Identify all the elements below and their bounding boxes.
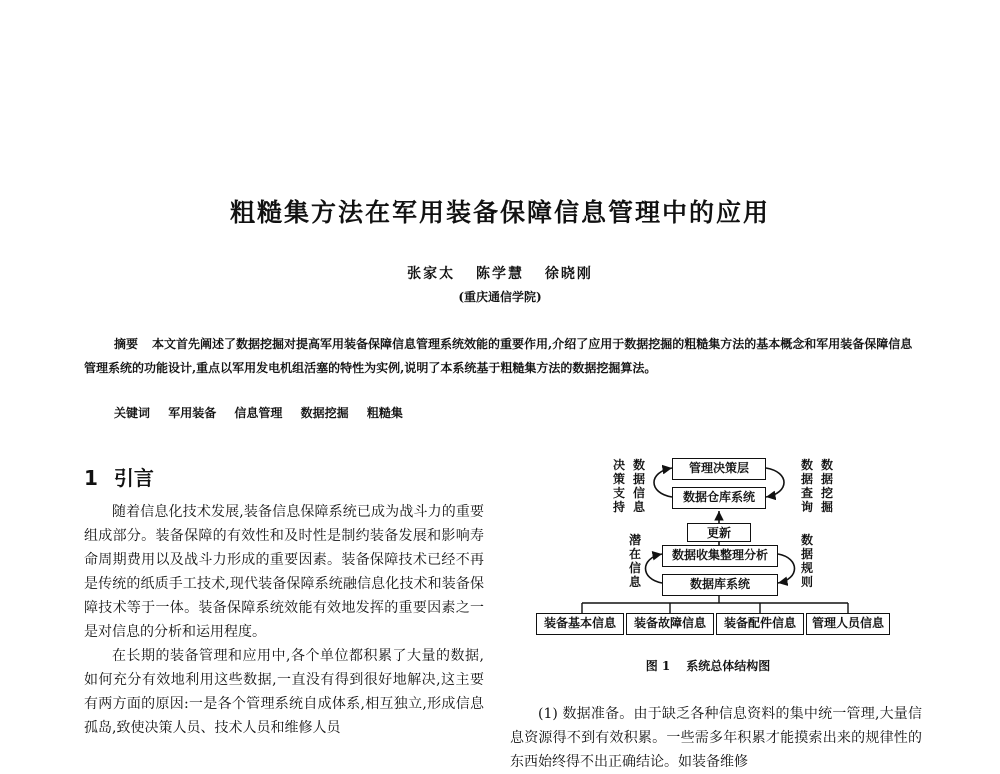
label-data-mining: 数据挖掘	[820, 458, 833, 514]
label-data-rules: 数据规则	[800, 533, 813, 589]
paragraph-1: 随着信息化技术发展,装备信息保障系统已成为战斗力的重要组成部分。装备保障的有效性和及时性是制约装备发展和影响寿命周期费用以及战斗力形成的重要因素。装备保障技术已经不再是传统的纸质手工技术,现代装备保障系统融信息化技术和装备保障技术等于一体。装备保障系统效能有效地发挥的重要因素之一是对信息的分析和运用程度。	[84, 504, 484, 640]
author-list	[0, 263, 1000, 283]
keywords	[114, 404, 417, 421]
label-data-query: 数据查询	[800, 458, 813, 514]
arrow-warehouse-to-decision-left	[654, 468, 672, 497]
author-2: 陈学慧	[476, 266, 524, 282]
keyword-4: 粗糙集	[366, 406, 403, 420]
affiliation: (重庆通信学院)	[458, 290, 542, 304]
figure-caption-text: 系统总体结构图	[686, 659, 771, 673]
label-latent-info: 潜在信息	[628, 533, 641, 589]
figure-caption-number: 图 1	[645, 659, 671, 673]
box-parts-info: 装备配件信息	[716, 613, 804, 635]
left-column	[84, 500, 484, 740]
arrow-collect-to-database-right	[778, 554, 795, 583]
section-title: 引言	[113, 466, 154, 490]
section-number: 1	[84, 466, 98, 490]
right-paragraph: (1) 数据准备。由于缺乏各种信息资料的集中统一管理,大量信息资源得不到有效积累。一些需多年积累才能摸索出来的规律性的东西始终得不出正确结论。如装备维修	[510, 706, 922, 770]
section-heading	[84, 462, 154, 491]
box-fault-info: 装备故障信息	[626, 613, 714, 635]
arrow-decision-to-warehouse-right	[766, 468, 784, 497]
box-database-system: 数据库系统	[662, 574, 778, 596]
right-column	[510, 702, 922, 774]
keyword-1: 军用装备	[168, 406, 217, 420]
author-3: 徐晓刚	[544, 266, 593, 282]
abstract	[84, 332, 916, 380]
label-data-info: 数据信息	[632, 458, 645, 514]
keyword-3: 数据挖掘	[300, 406, 349, 420]
box-decision-layer: 管理决策层	[672, 458, 766, 480]
box-data-collect: 数据收集整理分析	[662, 545, 778, 567]
abstract-text: 本文首先阐述了数据挖掘对提高军用装备保障信息管理系统效能的重要作用,介绍了应用于数据挖掘的粗糙集方法的基本概念和军用装备保障信息管理系统的功能设计,重点以军用发电机组活塞的特性为实例,说明了本系统基于粗糙集方法的数据挖掘算法。	[84, 337, 913, 375]
abstract-label: 摘要	[114, 337, 139, 351]
keywords-label: 关键词	[114, 406, 151, 420]
box-data-warehouse: 数据仓库系统	[672, 487, 766, 509]
paragraph-2: 在长期的装备管理和应用中,各个单位都积累了大量的数据,如何充分有效地利用这些数据,一直没有得到很好地解决,这主要有两方面的原因:一是各个管理系统自成体系,相互独立,形成信息孤岛,致使决策人员、技术人员和维修人员	[84, 648, 484, 736]
box-personnel-info: 管理人员信息	[806, 613, 890, 635]
figure-caption	[510, 657, 922, 674]
arrow-database-to-collect-left	[646, 554, 663, 583]
author-1: 张家太	[407, 266, 456, 282]
keyword-2: 信息管理	[234, 406, 283, 420]
box-basic-info: 装备基本信息	[536, 613, 624, 635]
box-update: 更新	[687, 523, 751, 542]
label-decision-support: 决策支持	[612, 458, 625, 514]
paper-title: 粗糙集方法在军用装备保障信息管理中的应用	[229, 198, 770, 227]
